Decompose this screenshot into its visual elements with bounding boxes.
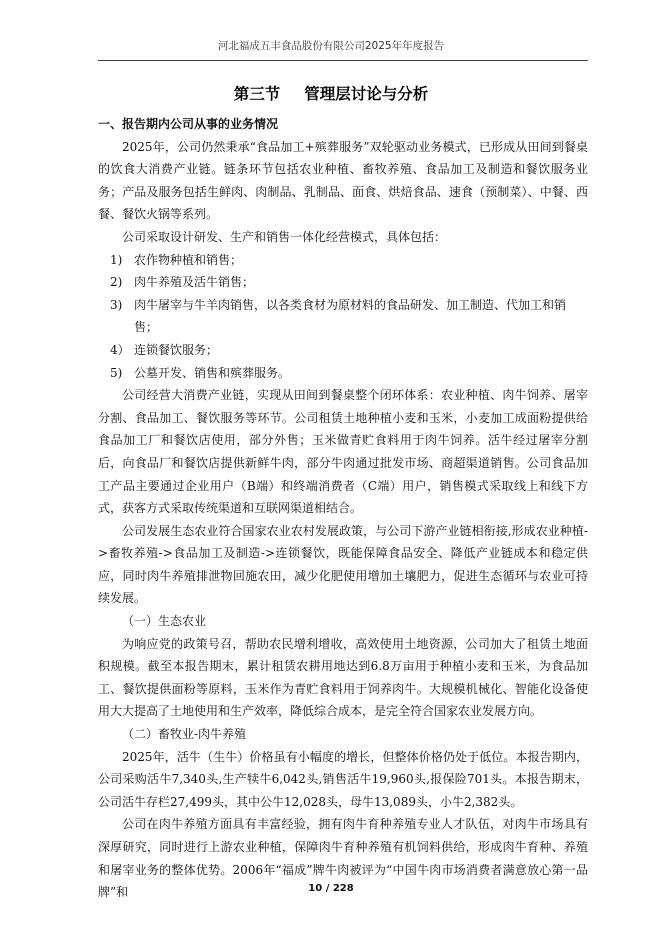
list-item [98,271,588,294]
business-list [98,249,588,385]
page-header: 河北福成五丰食品股份有限公司2025年年度报告 [217,40,445,52]
list-item-number: 2) [110,275,123,290]
paragraph-business-model: 2025年，公司仍然秉承“食品加工+殡葬服务”双轮驱动业务模式，已形成从田间到餐桌的饮食大消费产业链。链条环节包括农业种植、畜牧养殖、食品加工及制造和餐饮服务业务；产品及服务包括生鲜肉、肉制品、乳制品、面食、烘焙食品、速食（预制菜）、中餐、西餐、餐饮火锅等系列。 [98,139,588,222]
subheading-ecological-agriculture: （一）生态农业 [122,614,207,629]
list-item [98,362,588,385]
list-item-number: 1) [110,252,123,267]
list-item-number: 3) [110,297,123,312]
list-item-text: 肉牛屠宰与牛羊肉销售，以各类食材为原材料的食品研发、加工制造、代加工和销售； [134,297,567,335]
list-item [98,339,588,362]
section-name: 管理层讨论与分析 [304,85,429,103]
list-item-text: 农作物种植和销售； [134,252,243,267]
section-number: 第三节 [233,85,281,103]
document-body [98,113,588,904]
subheading-cattle-farming: （二）畜牧业-肉牛养殖 [122,727,247,742]
page-number: 10 / 228 [308,883,354,894]
paragraph-land-lease: 为响应党的政策号召，帮助农民增利增收，高效使用土地资源，公司加大了租赁土地面积规模。截至本报告期末，累计租赁农耕用地达到6.8万亩用于种植小麦和玉米，为食品加工、餐饮提供面粉等原料，玉米作为青贮食料用于饲养肉牛。大规模机械化、智能化设备使用大大提高了土地使用和生产效率，降低综合成本，是完全符合国家农业发展方向。 [98,636,588,719]
header-divider [98,60,588,61]
list-item-text: 肉牛养殖及活牛销售； [134,275,255,290]
heading-business-overview: 一、报告期内公司从事的业务情况 [98,117,279,131]
list-item [98,294,588,339]
paragraph-cattle-stats: 2025年，活牛（生牛）价格虽有小幅度的增长，但整体价格仍处于低位。本报告期内，公司采购活牛7,340头,生产犊牛6,042头,销售活牛19,960头,报保险701头。本报告期末，公司活牛存栏27,499头，其中公牛12,028头，母牛13,089头，小牛2,382头。 [98,749,588,809]
list-item-number: 4） [110,342,130,357]
section-title [0,82,662,104]
list-item-text: 公墓开发、销售和殡葬服务。 [134,365,291,380]
paragraph-operation-mode: 公司采取设计研发、生产和销售一体化经营模式，具体包括： [122,229,447,244]
paragraph-ecological-policy: 公司发展生态农业符合国家农业农村发展政策，与公司下游产业链相衔接,形成农业种植->畜牧养殖->食品加工及制造->连锁餐饮，既能保障食品安全、降低产业链成本和稳定供应，同时肉牛养殖排泄物回施农田，减少化肥使用增加土壤肥力，促进生态循环与农业可持续发展。 [98,523,588,606]
list-item [98,249,588,272]
paragraph-industry-chain: 公司经营大消费产业链，实现从田间到餐桌整个闭环体系：农业种植、肉牛饲养、屠宰分割、食品加工、餐饮服务等环节。公司租赁土地种植小麦和玉米，小麦加工成面粉提供给食品加工厂和餐饮店使用，部分外售；玉米做青贮食料用于肉牛饲养。活牛经过屠宰分割后，向食品厂和餐饮店提供新鲜牛肉，部分牛肉通过批发市场、商超渠道销售。公司食品加工产品主要通过企业用户（B端）和终端消费者（C端）用户，销售模式采取线上和线下方式，获客方式采取传统渠道和互联网渠道相结合。 [98,388,588,516]
list-item-text: 连锁餐饮服务； [134,342,219,357]
list-item-number: 5) [110,365,123,380]
paragraph-cattle-experience: 公司在肉牛养殖方面具有丰富经验，拥有肉牛育种养殖专业人才队伍，对肉牛市场具有深厚研究，同时进行上游农业种植，保障肉牛育种养殖有机饲料供给，形成肉牛育种、养殖和屠宰业务的整体优势。2006年“福成”牌牛肉被评为“中国牛肉市场消费者满意放心第一品牌”和 [98,817,588,900]
